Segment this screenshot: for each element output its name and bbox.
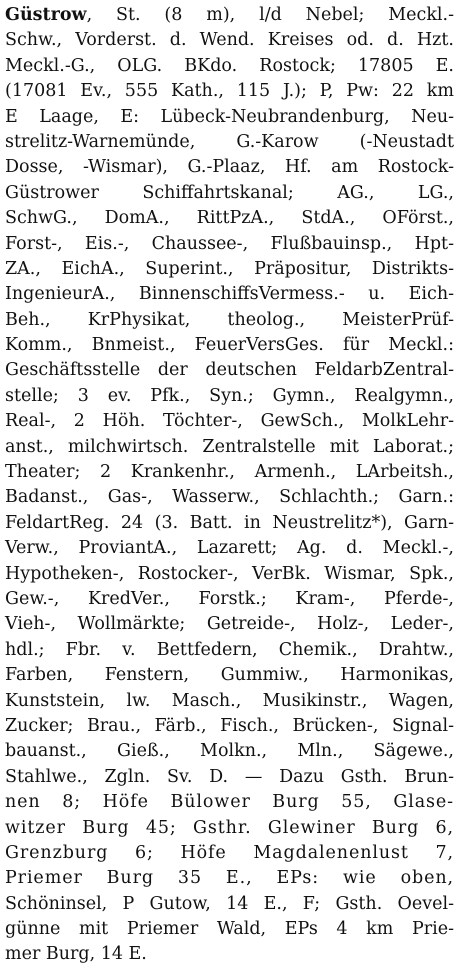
entry-line-28: Kunststein, lw. Masch., Musikinstr., Wagen, — [5, 690, 454, 711]
entry-line-21: FeldartReg. 24 (3. Batt. in Neustrelitz*), Garn- — [5, 512, 454, 533]
entry-line-30: bauanst., Gieß., Molkn., Mln., Sägewe., — [5, 741, 454, 762]
entry-line-12: IngenieurA., BinnenschiffsVermess.- u. Eich- — [5, 284, 454, 305]
entry-line-10: Forst-, Eis.-, Chaussee-, Flußbauinsp., Hpt- — [5, 233, 454, 254]
entry-line-17: Real-, 2 Höh. Töchter-, GewSch., MolkLehr- — [5, 411, 454, 432]
entry-line-36: Schöninsel, P Gutow, 14 E., F; Gsth. Oevel- — [5, 893, 454, 914]
entry-line-19: Theater; 2 Krankenhr., Armenh., LArbeitsh., — [5, 462, 454, 483]
headword: Güstrow — [5, 5, 87, 25]
entry-line-18: anst., milchwirtsch. Zentralstelle mit Laborat.; — [5, 436, 454, 457]
entry-line-3: Meckl.-G., OLG. BKdo. Rostock; 17805 E. — [5, 55, 454, 76]
entry-line-38: mer Burg, 14 E. — [5, 944, 147, 965]
entry-line-15: Geschäftsstelle der deutschen FeldarbZentral- — [5, 360, 454, 381]
entry-line-24: Gew.-, KredVer., Forstk.; Kram-, Pferde-, — [5, 588, 454, 609]
entry-line-33: witzer Burg 45; Gsthr. Glewiner Burg 6, — [5, 817, 454, 838]
entry-line-22: Verw., ProviantA., Lazarett; Ag. d. Meckl.-, — [5, 538, 454, 559]
entry-line-13: Beh., KrPhysikat, theolog., MeisterPrüf- — [5, 309, 454, 330]
entry-line-14: Komm., Bnmeist., FeuerVersGes. für Meckl.: — [5, 335, 454, 356]
entry-line-1 — [5, 3, 454, 28]
entry-line-35: Priemer Burg 35 E., EPs: wie oben, — [5, 868, 454, 889]
entry-line-37: günne mit Priemer Wald, EPs 4 km Prie- — [5, 919, 454, 940]
entry-line-26: hdl.; Fbr. v. Bettfedern, Chemik., Drahtw., — [5, 639, 454, 660]
entry-line-27: Farben, Fenstern, Gummiw., Harmonikas, — [5, 665, 454, 686]
entry-line-2: Schw., Vorderst. d. Wend. Kreises od. d. Hzt. — [5, 30, 454, 51]
entry-line-1-text: , St. (8 m), l/d Nebel; Meckl.- — [86, 5, 454, 25]
entry-line-34: Grenzburg 6; Höfe Magdalenenlust 7, — [5, 842, 454, 863]
entry-line-6: strelitz-Warnemünde, G.-Karow (-Neustadt — [5, 131, 454, 152]
entry-line-11: ZA., EichA., Superint., Präpositur, Distrikts- — [5, 258, 454, 279]
entry-line-23: Hypotheken-, Rostocker-, VerBk. Wismar, Spk., — [5, 563, 454, 584]
entry-line-32: nen 8; Höfe Bülower Burg 55, Glase- — [5, 792, 454, 813]
entry-line-4: (17081 Ev., 555 Kath., 115 J.); P, Pw: 22 km — [5, 81, 454, 102]
entry-line-9: SchwG., DomA., RittPzA., StdA., OFörst., — [5, 208, 454, 229]
entry-line-25: Vieh-, Wollmärkte; Getreide-, Holz-, Leder-, — [5, 614, 454, 635]
entry-line-20: Badanst., Gas-, Wasserw., Schlachth.; Garn.: — [5, 487, 454, 508]
entry-line-31: Stahlwe., Zgln. Sv. D. — Dazu Gsth. Brun- — [5, 766, 454, 787]
entry-line-16: stelle; 3 ev. Pfk., Syn.; Gymn., Realgymn., — [5, 385, 454, 406]
entry-line-7: Dosse, -Wismar), G.-Plaaz, Hf. am Rostock- — [5, 157, 454, 178]
entry-line-8: Güstrower Schiffahrtskanal; AG., LG., — [5, 182, 454, 203]
entry-line-29: Zucker; Brau., Färb., Fisch., Brücken-, Signal- — [5, 715, 454, 736]
entry-line-5: E Laage, E: Lübeck-Neubrandenburg, Neu- — [5, 106, 454, 127]
